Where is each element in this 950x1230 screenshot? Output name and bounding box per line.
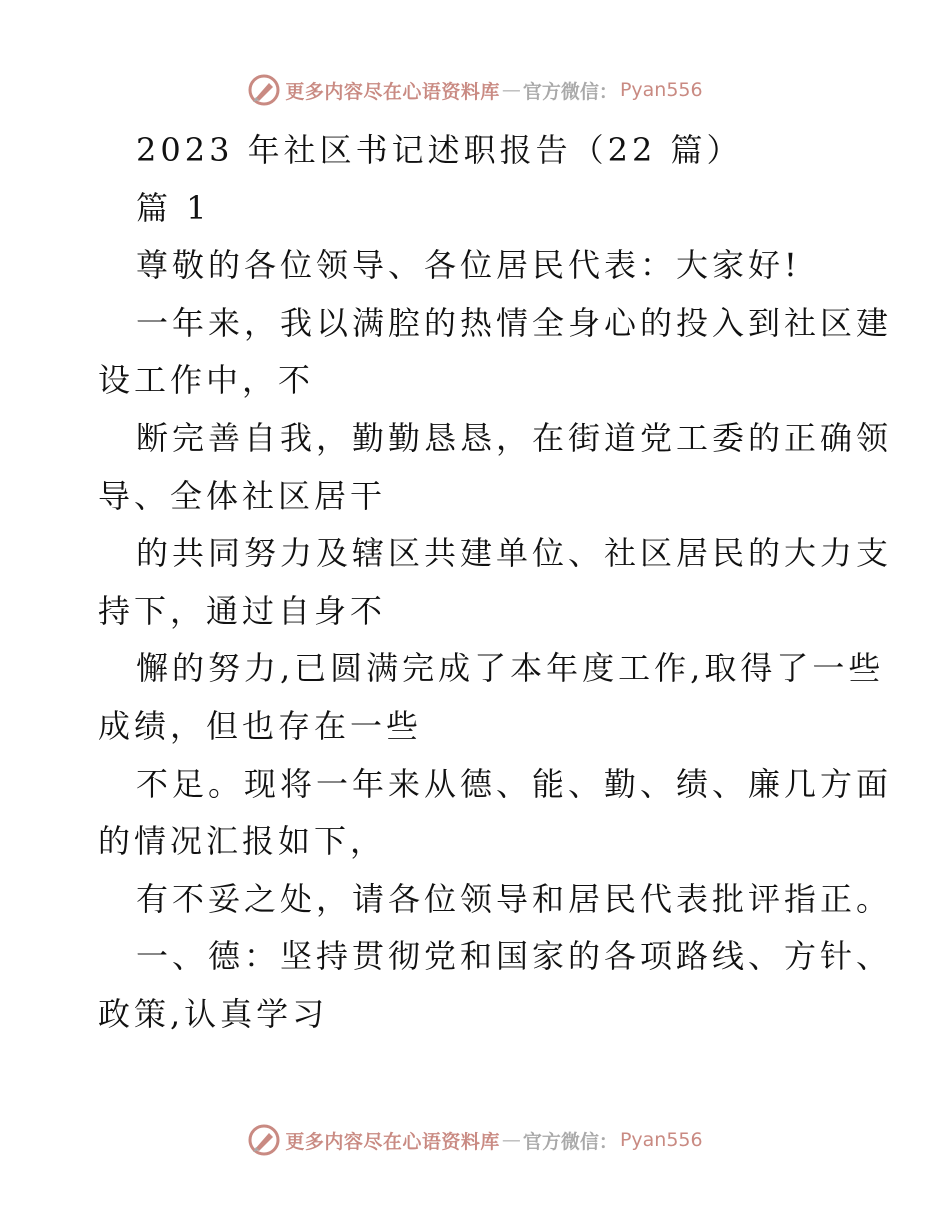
paragraph-line: 不足。现将一年来从德、能、勤、绩、廉几方面 <box>136 764 893 803</box>
paragraph-line: 设工作中，不 <box>98 361 315 400</box>
document-title: 2023 年社区书记述职报告（22 篇） <box>136 131 743 169</box>
salutation: 尊敬的各位领导、各位居民代表：大家好! <box>136 246 801 285</box>
paragraph-line: 一、德：坚持贯彻党和国家的各项路线、方针、 <box>136 937 893 976</box>
header-watermark <box>0 70 950 110</box>
pen-logo-icon <box>247 73 281 107</box>
footer-watermark <box>0 1120 950 1160</box>
watermark-title: 更多内容尽在心语资料库 <box>285 1130 500 1153</box>
pen-logo-icon <box>247 1123 281 1157</box>
paragraph-line: 断完善自我，勤勤恳恳，在街道党工委的正确领 <box>136 418 893 457</box>
paragraph-line: 的共同努力及辖区共建单位、社区居民的大力支 <box>136 534 893 573</box>
paragraph-line: 政策,认真学习 <box>98 994 329 1033</box>
paragraph-line: 的情况汇报如下， <box>98 822 387 861</box>
watermark-separator: — <box>501 79 521 101</box>
section-heading: 篇 1 <box>136 188 211 227</box>
watermark-label: 官方微信： <box>522 1130 618 1153</box>
paragraph-line: 持下，通过自身不 <box>98 591 387 630</box>
watermark-label: 官方微信： <box>522 80 618 103</box>
paragraph-line: 一年来，我以满腔的热情全身心的投入到社区建 <box>136 303 893 342</box>
document-body <box>98 122 893 1044</box>
paragraph-line: 成绩，但也存在一些 <box>98 706 423 745</box>
watermark-title: 更多内容尽在心语资料库 <box>285 80 500 103</box>
watermark-separator: — <box>501 1129 521 1151</box>
watermark-wechat-id: Pyan556 <box>619 1129 703 1151</box>
paragraph-line: 有不妥之处，请各位领导和居民代表批评指正。 <box>136 879 893 918</box>
watermark-wechat-id: Pyan556 <box>619 79 703 101</box>
paragraph-line: 导、全体社区居干 <box>98 476 387 515</box>
paragraph-line: 懈的努力,已圆满完成了本年度工作,取得了一些 <box>136 649 885 688</box>
